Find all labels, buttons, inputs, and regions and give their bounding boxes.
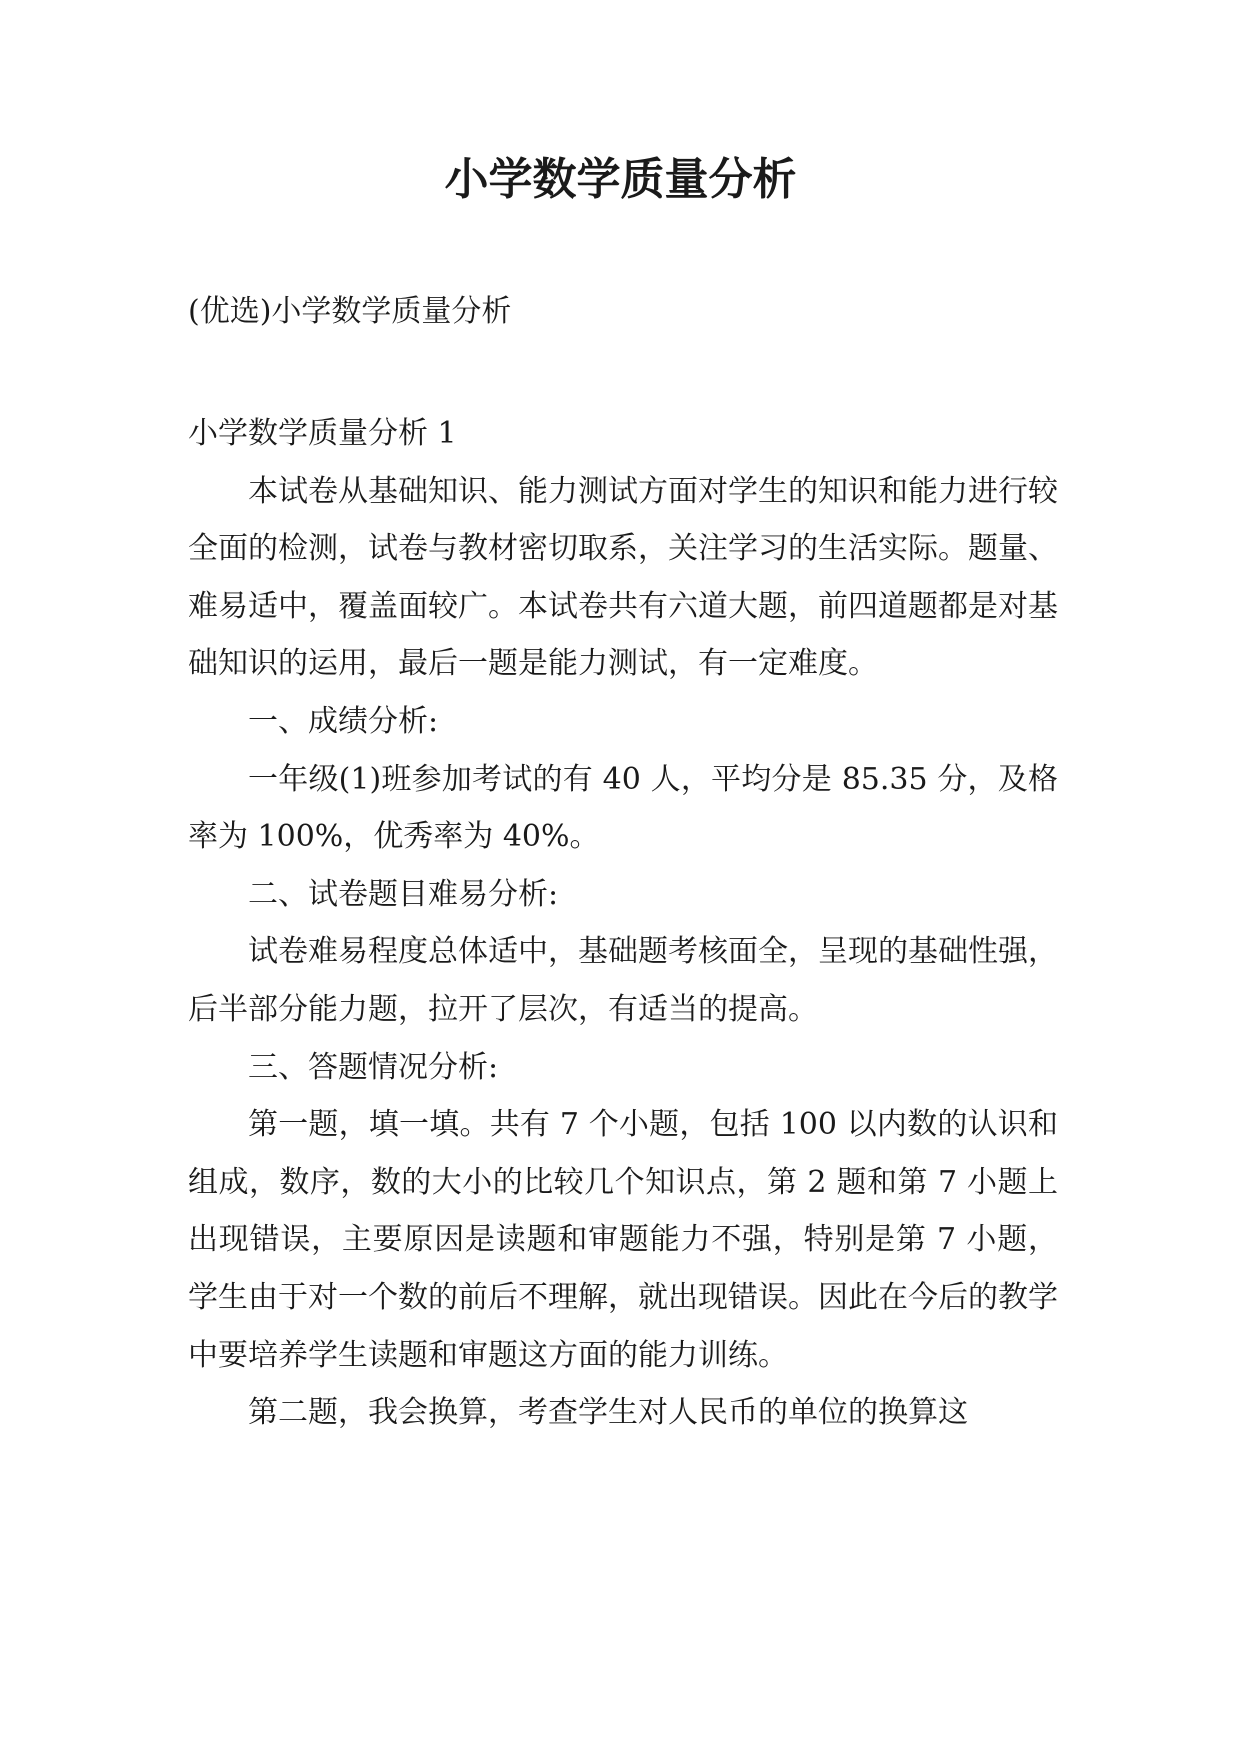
paragraph-intro: 本试卷从基础知识、能力测试方面对学生的知识和能力进行较全面的检测，试卷与教材密切取系，关注学习的生活实际。题量、难易适中，覆盖面较广。本试卷共有六道大题，前四道题都是对基础知识的运用，最后一题是能力测试，有一定难度。 [188,473,1058,682]
heading-difficulty-analysis: 二、试卷题目难易分析: [248,876,559,912]
document-body [188,405,1058,1442]
document-title: 小学数学质量分析 [444,154,797,205]
paragraph-question-one: 第一题，填一填。共有 7 个小题，包括 100 以内数的认识和组成，数序，数的大小的比较几个知识点，第 2 题和第 7 小题上出现错误，主要原因是读题和审题能力不强，特别是第 7 小题，学生由于对一个数的前后不理解，就出现错误。因此在今后的教学中要培养学生读题和审题这方面的能力训练。 [188,1107,1058,1373]
paragraph-question-two: 第二题，我会换算，考查学生对人民币的单位的换算这 [248,1395,968,1431]
section-heading: 小学数学质量分析 1 [188,416,457,451]
heading-score-analysis: 一、成绩分析: [248,703,439,739]
paragraph-difficulty-analysis: 试卷难易程度总体适中，基础题考核面全，呈现的基础性强，后半部分能力题，拉开了层次，有适当的提高。 [188,934,1058,1027]
document-subtitle: (优选)小学数学质量分析 [188,294,512,329]
paragraph-score-analysis: 一年级(1)班参加考试的有 40 人，平均分是 85.35 分，及格率为 100%，优秀率为 40%。 [188,761,1058,855]
heading-answer-analysis: 三、答题情况分析: [248,1049,499,1085]
